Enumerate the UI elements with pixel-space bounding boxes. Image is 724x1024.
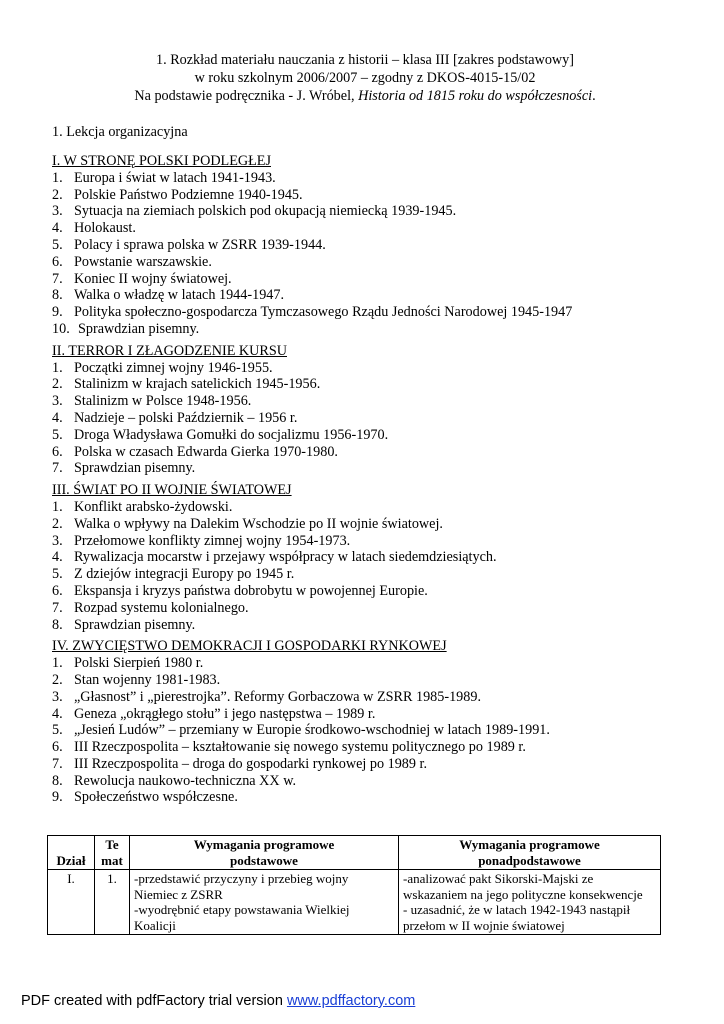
list-item-text: Ekspansja i kryzys państwa dobrobytu w powojennej Europie. xyxy=(74,582,428,599)
list-item-number: 1. xyxy=(52,359,63,376)
intro-lesson: 1. Lekcja organizacyjna xyxy=(52,124,188,140)
list-item-number: 7. xyxy=(52,755,63,772)
header-textbook-suffix: . xyxy=(592,88,596,104)
list-item-number: 4. xyxy=(52,549,63,566)
header-textbook-prefix: Na podstawie podręcznika - J. Wróbel, xyxy=(134,88,359,104)
list-item-text: Rewolucja naukowo-techniczna XX w. xyxy=(74,772,297,789)
list-item xyxy=(52,773,692,790)
requirements-table xyxy=(47,835,661,935)
list-item-number: 8. xyxy=(52,616,63,633)
extended-req-line: -analizować pakt Sikorski-Majski ze xyxy=(403,871,594,886)
list-item-text: Polityka społeczno-gospodarcza Tymczasowego Rządu Jedności Narodowej 1945-1947 xyxy=(74,304,573,321)
header-temat-part1: Te xyxy=(105,837,119,852)
list-item-text: Sytuacja na ziemiach polskich pod okupacją niemiecką 1939-1945. xyxy=(74,203,457,220)
list-item xyxy=(52,254,692,271)
header-title-line: 1. Rozkład materiału nauczania z historii – klasa III [zakres podstawowy] xyxy=(156,52,574,68)
list-item-text: Z dziejów integracji Europy po 1945 r. xyxy=(74,566,295,583)
list-item xyxy=(52,170,692,187)
list-item-text: Walka o wpływy na Dalekim Wschodzie po II wojnie światowej. xyxy=(74,515,443,532)
list-item xyxy=(52,271,692,288)
list-item-number: 5. xyxy=(52,236,63,253)
list-item-number: 6. xyxy=(52,582,63,599)
list-item xyxy=(52,617,692,634)
header-temat-part2: mat xyxy=(101,852,123,868)
header-textbook-line xyxy=(60,87,670,105)
list-item-number: 5. xyxy=(52,722,63,739)
header-extended-requirements xyxy=(399,836,661,870)
section xyxy=(52,482,692,633)
list-item-number: 3. xyxy=(52,203,63,220)
cell-extended-requirements xyxy=(399,870,661,935)
list-item xyxy=(52,321,692,338)
list-item xyxy=(52,739,692,756)
list-item xyxy=(52,287,692,304)
header-basic-line2: podstawowe xyxy=(230,852,298,868)
list-item-number: 5. xyxy=(52,426,63,443)
list-item xyxy=(52,706,692,723)
list-item-text: Sprawdzian pisemny. xyxy=(74,460,196,477)
basic-req-line: Niemiec z ZSRR xyxy=(134,886,223,902)
list-item-number: 9. xyxy=(52,304,63,321)
list-item xyxy=(52,410,692,427)
header-extended-line1: Wymagania programowe xyxy=(459,837,600,852)
header-school-year-line: w roku szkolnym 2006/2007 – zgodny z DKOS-4015-15/02 xyxy=(194,70,536,86)
extended-req-line: wskazaniem na jego polityczne konsekwencje xyxy=(403,886,643,902)
list-item-text: Holokaust. xyxy=(74,220,136,237)
list-item-number: 1. xyxy=(52,655,63,672)
section-title: III. ŚWIAT PO II WOJNIE ŚWIATOWEJ xyxy=(52,482,292,499)
header-extended-line2: ponadpodstawowe xyxy=(478,852,581,868)
list-item xyxy=(52,237,692,254)
list-item-number: 6. xyxy=(52,739,63,756)
list-item-text: Droga Władysława Gomułki do socjalizmu 1956-1970. xyxy=(74,426,389,443)
list-item xyxy=(52,689,692,706)
list-item-text: Przełomowe konflikty zimnej wojny 1954-1973. xyxy=(74,532,351,549)
list-item-number: 2. xyxy=(52,186,63,203)
list-item-number: 7. xyxy=(52,460,63,477)
list-item-text: Sprawdzian pisemny. xyxy=(74,616,196,633)
basic-req-line: -przedstawić przyczyny i przebieg wojny xyxy=(134,871,349,886)
list-item-number: 3. xyxy=(52,688,63,705)
list-item xyxy=(52,672,692,689)
header-basic-requirements xyxy=(130,836,399,870)
list-item xyxy=(52,460,692,477)
list-item-number: 7. xyxy=(52,599,63,616)
header-temat xyxy=(95,836,130,870)
list-item-number: 3. xyxy=(52,393,63,410)
list-item-number: 4. xyxy=(52,220,63,237)
footer-text: PDF created with pdfFactory trial version xyxy=(21,993,287,1009)
list-item xyxy=(52,756,692,773)
cell-dzial: I. xyxy=(48,870,95,935)
section xyxy=(52,153,692,338)
extended-req-line: - uzasadnić, że w latach 1942-1943 nastąpił xyxy=(403,902,631,917)
list-item xyxy=(52,360,692,377)
list-item-text: Koniec II wojny światowej. xyxy=(74,270,232,287)
list-item-number: 6. xyxy=(52,443,63,460)
list-item xyxy=(52,376,692,393)
list-item-number: 4. xyxy=(52,705,63,722)
table-header-row xyxy=(48,836,661,870)
list-item xyxy=(52,304,692,321)
list-item-text: Polskie Państwo Podziemne 1940-1945. xyxy=(74,186,303,203)
list-item-text: Rywalizacja mocarstw i przejawy współpracy w latach siedemdziesiątych. xyxy=(74,549,497,566)
sections-list xyxy=(52,153,692,811)
list-item-number: 5. xyxy=(52,566,63,583)
list-item-text: Polska w czasach Edwarda Gierka 1970-1980. xyxy=(74,443,338,460)
list-item xyxy=(52,203,692,220)
list-item-number: 7. xyxy=(52,270,63,287)
list-item xyxy=(52,393,692,410)
section-title: II. TERROR I ZŁAGODZENIE KURSU xyxy=(52,342,287,359)
list-item-text: Początki zimnej wojny 1946-1955. xyxy=(74,359,273,376)
list-item-number: 2. xyxy=(52,515,63,532)
list-item-text: Stan wojenny 1981-1983. xyxy=(74,671,221,688)
list-item-text: Sprawdzian pisemny. xyxy=(78,320,200,337)
section-title: I. W STRONĘ POLSKI PODLEGŁEJ xyxy=(52,153,271,169)
list-item-text: Stalinizm w krajach satelickich 1945-1956. xyxy=(74,376,321,393)
list-item-text: Geneza „okrągłego stołu” i jego następstwa – 1989 r. xyxy=(74,705,376,722)
list-item xyxy=(52,789,692,806)
list-item xyxy=(52,220,692,237)
list-item xyxy=(52,549,692,566)
section xyxy=(52,343,692,477)
basic-req-line: Koalicji xyxy=(134,917,176,933)
list-item-text: III Rzeczpospolita – droga do gospodarki rynkowej po 1989 r. xyxy=(74,755,428,772)
list-item-number: 9. xyxy=(52,789,63,806)
cell-basic-requirements xyxy=(130,870,399,935)
list-item-number: 1. xyxy=(52,169,63,186)
list-item-text: „Głasnost” i „pierestrojka”. Reformy Gorbaczowa w ZSRR 1985-1989. xyxy=(74,688,481,705)
list-item-text: Walka o władzę w latach 1944-1947. xyxy=(74,287,285,304)
list-item-text: Rozpad systemu kolonialnego. xyxy=(74,599,249,616)
list-item-text: III Rzeczpospolita – kształtowanie się nowego systemu politycznego po 1989 r. xyxy=(74,739,526,756)
list-item xyxy=(52,499,692,516)
list-item-text: Stalinizm w Polsce 1948-1956. xyxy=(74,393,252,410)
list-item-text: „Jesień Ludów” – przemiany w Europie środkowo-wschodniej w latach 1989-1991. xyxy=(74,722,550,739)
list-item xyxy=(52,566,692,583)
footer-link[interactable]: www.pdffactory.com xyxy=(286,993,416,1009)
list-item-text: Społeczeństwo współczesne. xyxy=(74,789,238,806)
list-item-number: 10. xyxy=(52,320,70,337)
list-item xyxy=(52,600,692,617)
list-item-number: 8. xyxy=(52,772,63,789)
list-item xyxy=(52,583,692,600)
list-item-text: Konflikt arabsko-żydowski. xyxy=(74,498,233,515)
list-item-number: 1. xyxy=(52,498,63,515)
list-item-number: 8. xyxy=(52,287,63,304)
cell-temat: 1. xyxy=(95,870,130,935)
list-item xyxy=(52,655,692,672)
document-header xyxy=(60,51,670,105)
list-item-text: Nadzieje – polski Październik – 1956 r. xyxy=(74,409,298,426)
list-item xyxy=(52,187,692,204)
list-item-number: 2. xyxy=(52,376,63,393)
table-row xyxy=(48,870,661,935)
header-textbook-title: Historia od 1815 roku do współczesności xyxy=(358,88,593,104)
list-item xyxy=(52,533,692,550)
list-item xyxy=(52,427,692,444)
section-title: IV. ZWYCIĘSTWO DEMOKRACJI I GOSPODARKI RYNKOWEJ xyxy=(52,638,447,655)
list-item-text: Polski Sierpień 1980 r. xyxy=(74,655,204,672)
list-item-number: 4. xyxy=(52,409,63,426)
list-item-number: 3. xyxy=(52,532,63,549)
header-dzial: Dział xyxy=(48,836,95,870)
list-item xyxy=(52,516,692,533)
list-item-number: 2. xyxy=(52,671,63,688)
pdf-footer xyxy=(21,993,415,1009)
list-item xyxy=(52,444,692,461)
extended-req-line: przełom w II wojnie światowej xyxy=(403,917,565,933)
section xyxy=(52,638,692,806)
basic-req-line: -wyodrębnić etapy powstawania Wielkiej xyxy=(134,902,350,917)
list-item-text: Europa i świat w latach 1941-1943. xyxy=(74,169,276,186)
list-item-text: Polacy i sprawa polska w ZSRR 1939-1944. xyxy=(74,236,326,253)
list-item-text: Powstanie warszawskie. xyxy=(74,253,212,270)
list-item-number: 6. xyxy=(52,253,63,270)
header-basic-line1: Wymagania programowe xyxy=(193,837,335,852)
list-item xyxy=(52,722,692,739)
